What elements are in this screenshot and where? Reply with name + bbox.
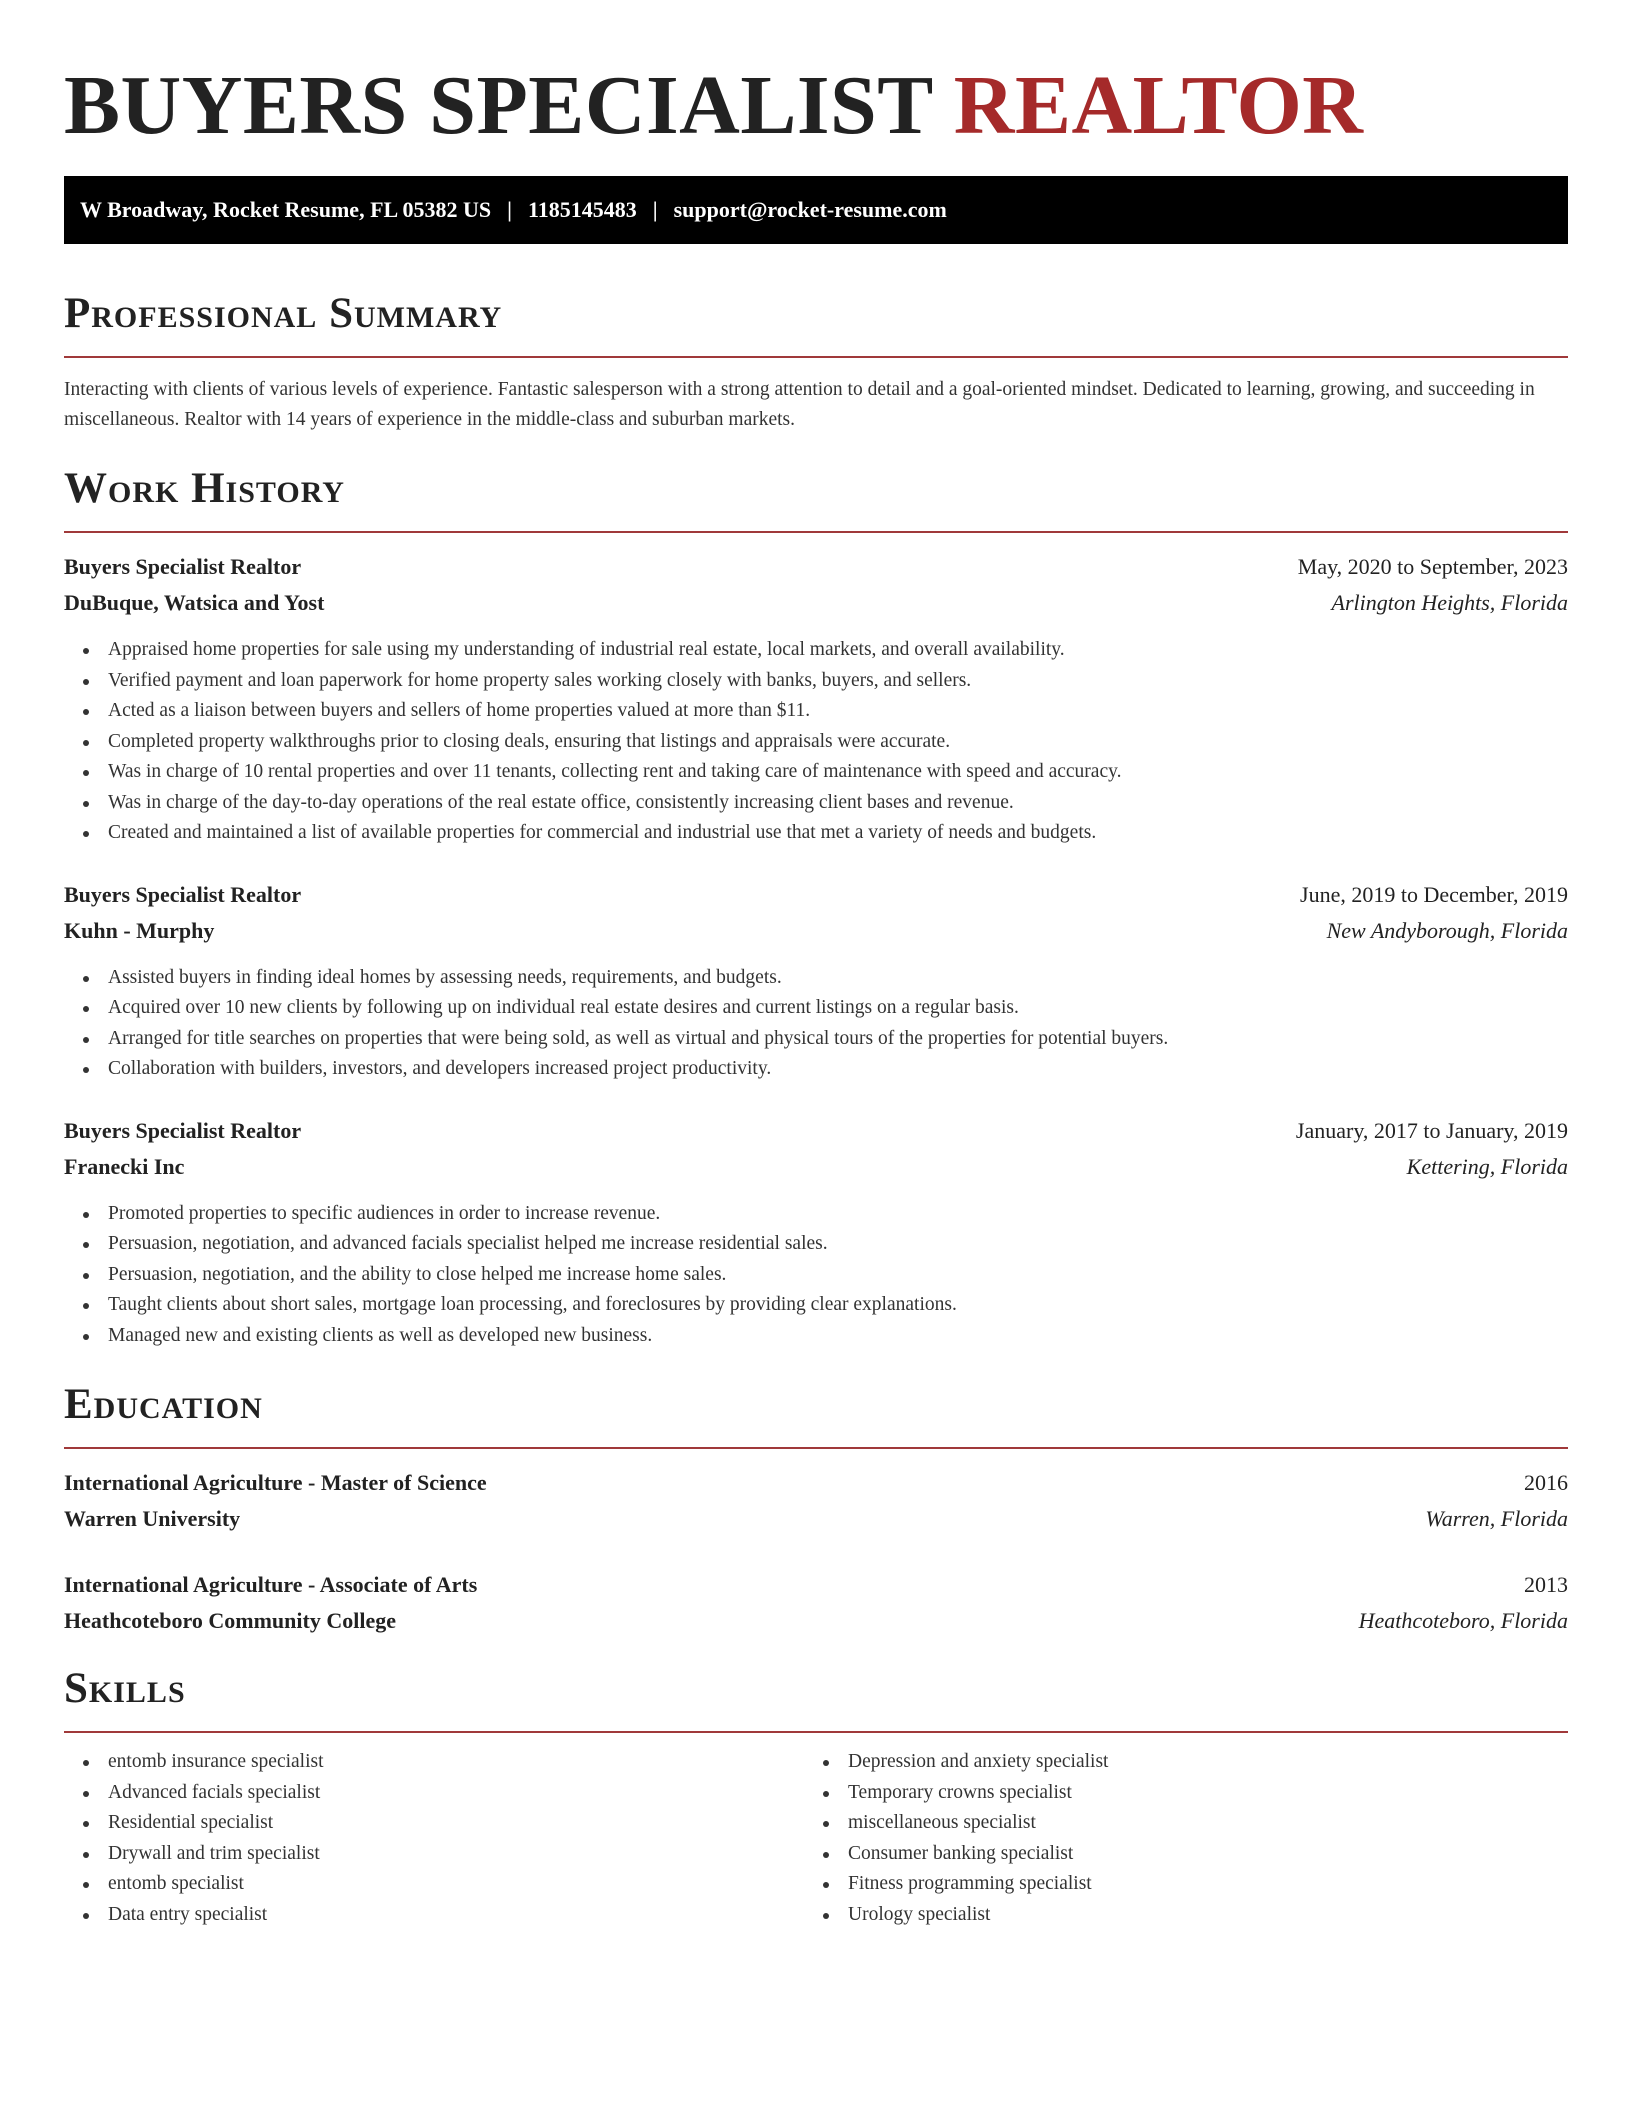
job-dates: June, 2019 to December, 2019 — [1300, 881, 1568, 907]
skill-item: Temporary crowns specialist — [804, 1778, 1544, 1809]
job-entry — [64, 877, 1568, 1085]
job-title: Buyers Specialist Realtor — [64, 1117, 302, 1143]
education-section — [64, 1379, 1568, 1639]
section-divider — [64, 1731, 1568, 1733]
education-subheader — [64, 1603, 1568, 1639]
section-heading: Education — [64, 1381, 263, 1428]
contact-separator: | — [507, 197, 512, 222]
job-dates: May, 2020 to September, 2023 — [1297, 554, 1568, 579]
skill-item: entomb specialist — [64, 1869, 804, 1900]
list-item: Was in charge of 10 rental properties and over 11 tenants, collecting rent and taking care of maintenance with speed and accuracy. — [64, 757, 1568, 788]
education-header — [64, 1567, 1568, 1603]
list-item: Arranged for title searches on properties that were being sold, as well as virtual and physical tours of the properties for potential buyers. — [64, 1024, 1568, 1055]
skill-item: Urology specialist — [804, 1900, 1544, 1931]
skill-item: Depression and anxiety specialist — [804, 1747, 1544, 1778]
job-location: Kettering, Florida — [1406, 1153, 1568, 1179]
education-year: 2016 — [1524, 1470, 1568, 1495]
skills-section — [64, 1663, 1568, 1930]
list-item: Acted as a liaison between buyers and sellers of home properties valued at more than $11. — [64, 696, 1568, 727]
education-degree: International Agriculture - Associate of Arts — [64, 1572, 478, 1597]
skill-item: Consumer banking specialist — [804, 1839, 1544, 1870]
job-title: Buyers Specialist Realtor — [64, 881, 302, 907]
skills-grid — [64, 1747, 1568, 1930]
education-school: Warren University — [64, 1506, 241, 1531]
job-bullets — [64, 963, 1568, 1085]
list-item: Assisted buyers in finding ideal homes by assessing needs, requirements, and budgets. — [64, 963, 1568, 994]
contact-email: support@rocket-resume.com — [673, 197, 947, 222]
contact-address: W Broadway, Rocket Resume, FL 05382 US — [80, 197, 492, 222]
skill-item: Residential specialist — [64, 1808, 804, 1839]
skills-column-right — [804, 1747, 1544, 1930]
skills-column-left — [64, 1747, 804, 1930]
summary-text: Interacting with clients of various levels of experience. Fantastic salesperson with a strong attention to detail and a goal-oriented mindset. Dedicated to learning, growing, and succeeding in miscellaneous. Realtor with 14 years of experience in the middle-class and suburban markets. — [64, 379, 1535, 430]
list-item: Promoted properties to specific audiences in order to increase revenue. — [64, 1199, 1568, 1230]
skill-item: Fitness programming specialist — [804, 1869, 1544, 1900]
list-item: Created and maintained a list of available properties for commercial and industrial use that met a variety of needs and budgets. — [64, 818, 1568, 849]
contact-bar — [64, 176, 1568, 244]
list-item: Persuasion, negotiation, and advanced facials specialist helped me increase residential sales. — [64, 1229, 1568, 1260]
section-divider — [64, 356, 1568, 358]
job-dates: January, 2017 to January, 2019 — [1295, 1117, 1568, 1143]
section-divider — [64, 1447, 1568, 1449]
list-item: Verified payment and loan paperwork for home property sales working closely with banks, buyers, and sellers. — [64, 666, 1568, 697]
education-degree: International Agriculture - Master of Science — [64, 1470, 487, 1495]
name-primary: BUYERS SPECIALIST — [64, 59, 933, 152]
job-company: DuBuque, Watsica and Yost — [64, 590, 325, 615]
education-location: Heathcoteboro, Florida — [1358, 1608, 1568, 1633]
list-item: Was in charge of the day-to-day operations of the real estate office, consistently increasing client bases and revenue. — [64, 788, 1568, 819]
resume — [64, 0, 1568, 1930]
summary-section — [64, 288, 1568, 435]
skill-item: Drywall and trim specialist — [64, 1839, 804, 1870]
skill-item: Advanced facials specialist — [64, 1778, 804, 1809]
list-item: Managed new and existing clients as well as developed new business. — [64, 1321, 1568, 1352]
job-subheader — [64, 913, 1568, 949]
skill-item: Data entry specialist — [64, 1900, 804, 1931]
work-history-section — [64, 463, 1568, 1351]
section-heading: Professional Summary — [64, 290, 503, 337]
section-divider — [64, 531, 1568, 533]
education-header — [64, 1465, 1568, 1501]
job-entry — [64, 549, 1568, 849]
job-header — [64, 877, 1568, 913]
candidate-name — [64, 56, 1568, 156]
contact-phone: 1185145483 — [527, 197, 637, 222]
section-heading: Work History — [64, 465, 345, 512]
job-company: Kuhn - Murphy — [64, 917, 215, 943]
list-item: Completed property walkthroughs prior to closing deals, ensuring that listings and appraisals were accurate. — [64, 727, 1568, 758]
list-item: Appraised home properties for sale using my understanding of industrial real estate, local markets, and overall availability. — [64, 635, 1568, 666]
job-title: Buyers Specialist Realtor — [64, 554, 302, 579]
contact-separator: | — [652, 197, 658, 222]
section-heading: Skills — [64, 1665, 186, 1712]
name-accent: REALTOR — [953, 59, 1364, 152]
job-company: Franecki Inc — [64, 1153, 185, 1179]
list-item: Persuasion, negotiation, and the ability to close helped me increase home sales. — [64, 1260, 1568, 1291]
job-subheader — [64, 1149, 1568, 1185]
job-bullets — [64, 1199, 1568, 1352]
job-location: New Andyborough, Florida — [1326, 917, 1568, 943]
list-item: Taught clients about short sales, mortgage loan processing, and foreclosures by providing clear explanations. — [64, 1290, 1568, 1321]
job-location: Arlington Heights, Florida — [1331, 590, 1568, 615]
list-item: Collaboration with builders, investors, and developers increased project productivity. — [64, 1054, 1568, 1085]
education-year: 2013 — [1524, 1572, 1568, 1597]
list-item: Acquired over 10 new clients by following up on individual real estate desires and current listings on a regular basis. — [64, 993, 1568, 1024]
job-subheader — [64, 585, 1568, 621]
education-location: Warren, Florida — [1425, 1506, 1568, 1531]
job-header — [64, 1113, 1568, 1149]
job-bullets — [64, 635, 1568, 849]
education-subheader — [64, 1501, 1568, 1537]
education-entry — [64, 1567, 1568, 1639]
skill-item: miscellaneous specialist — [804, 1808, 1544, 1839]
job-entry — [64, 1113, 1568, 1352]
education-school: Heathcoteboro Community College — [64, 1608, 396, 1633]
job-header — [64, 549, 1568, 585]
education-entry — [64, 1465, 1568, 1537]
skill-item: entomb insurance specialist — [64, 1747, 804, 1778]
